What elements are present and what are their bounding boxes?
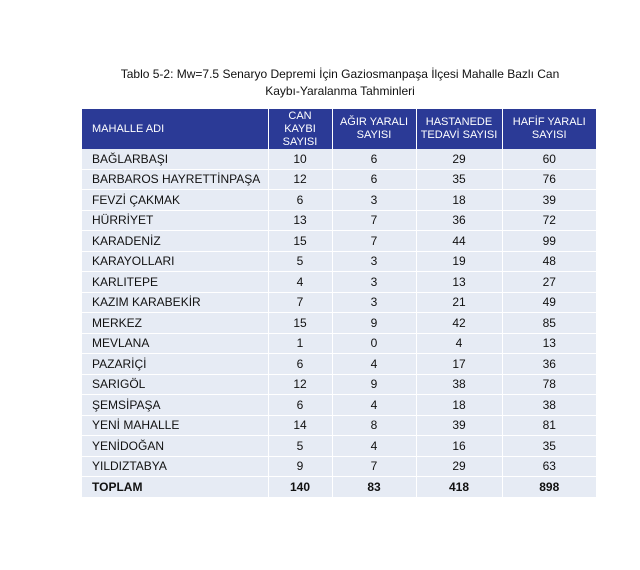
table-row [82, 436, 596, 457]
table-row [82, 292, 596, 313]
cell-hastanede-tedavi: 13 [416, 272, 502, 293]
cell-can-kaybi: 7 [268, 292, 332, 313]
total-cell-can-kaybi: 140 [268, 477, 332, 498]
table-row [82, 190, 596, 211]
cell-mahalle-adi: KARADENİZ [82, 231, 268, 252]
cell-agir-yarali: 4 [332, 436, 416, 457]
cell-mahalle-adi: KAZIM KARABEKİR [82, 292, 268, 313]
cell-mahalle-adi: MERKEZ [82, 313, 268, 334]
cell-agir-yarali: 7 [332, 456, 416, 477]
table-row [82, 313, 596, 334]
cell-agir-yarali: 4 [332, 395, 416, 416]
cell-hastanede-tedavi: 18 [416, 395, 502, 416]
cell-hafif-yarali: 38 [502, 395, 596, 416]
cell-mahalle-adi: HÜRRİYET [82, 210, 268, 231]
cell-can-kaybi: 13 [268, 210, 332, 231]
cell-hastanede-tedavi: 18 [416, 190, 502, 211]
cell-hastanede-tedavi: 38 [416, 374, 502, 395]
cell-hastanede-tedavi: 29 [416, 149, 502, 169]
cell-mahalle-adi: YENİ MAHALLE [82, 415, 268, 436]
table-row [82, 395, 596, 416]
header-label-line1: HAFİF YARALI [512, 116, 586, 128]
cell-hafif-yarali: 72 [502, 210, 596, 231]
cell-agir-yarali: 3 [332, 292, 416, 313]
cell-mahalle-adi: PAZARİÇİ [82, 354, 268, 375]
cell-agir-yarali: 3 [332, 272, 416, 293]
cell-agir-yarali: 0 [332, 333, 416, 354]
total-cell-hafif-yarali: 898 [502, 477, 596, 498]
cell-can-kaybi: 5 [268, 436, 332, 457]
cell-hastanede-tedavi: 29 [416, 456, 502, 477]
table-row [82, 149, 596, 169]
cell-hastanede-tedavi: 36 [416, 210, 502, 231]
cell-can-kaybi: 15 [268, 231, 332, 252]
header-label-line2: TEDAVİ SAYISI [420, 129, 498, 141]
cell-can-kaybi: 6 [268, 190, 332, 211]
cell-hafif-yarali: 99 [502, 231, 596, 252]
cell-hafif-yarali: 39 [502, 190, 596, 211]
cell-agir-yarali: 9 [332, 313, 416, 334]
cell-hafif-yarali: 48 [502, 251, 596, 272]
header-label-line2: SAYISI [356, 129, 392, 141]
cell-hastanede-tedavi: 42 [416, 313, 502, 334]
header-label: MAHALLE ADI [92, 122, 165, 135]
total-cell-agir-yarali: 83 [332, 477, 416, 498]
cell-agir-yarali: 7 [332, 231, 416, 252]
table-row [82, 456, 596, 477]
header-hafif-yarali [502, 109, 596, 149]
cell-mahalle-adi: BAĞLARBAŞI [82, 149, 268, 169]
cell-mahalle-adi: KARAYOLLARI [82, 251, 268, 272]
cell-can-kaybi: 12 [268, 374, 332, 395]
cell-mahalle-adi: YENİDOĞAN [82, 436, 268, 457]
total-row [82, 477, 596, 498]
cell-mahalle-adi: MEVLANA [82, 333, 268, 354]
caption-line-2: Kaybı-Yaralanma Tahminleri [265, 84, 415, 98]
cell-agir-yarali: 7 [332, 210, 416, 231]
cell-agir-yarali: 3 [332, 190, 416, 211]
header-can-kaybi [268, 109, 332, 149]
cell-mahalle-adi: SARIGÖL [82, 374, 268, 395]
caption-line-1: Tablo 5-2: Mw=7.5 Senaryo Depremi İçin Gaziosmanpaşa İlçesi Mahalle Bazlı Can [120, 67, 560, 81]
cell-can-kaybi: 14 [268, 415, 332, 436]
table-row [82, 169, 596, 190]
cell-can-kaybi: 10 [268, 149, 332, 169]
cell-agir-yarali: 8 [332, 415, 416, 436]
cell-hafif-yarali: 60 [502, 149, 596, 169]
casualty-table [82, 109, 596, 498]
table-row [82, 333, 596, 354]
table-row [82, 272, 596, 293]
cell-mahalle-adi: KARLITEPE [82, 272, 268, 293]
cell-hafif-yarali: 63 [502, 456, 596, 477]
table-row [82, 231, 596, 252]
header-hastanede-tedavi [416, 109, 502, 149]
cell-can-kaybi: 15 [268, 313, 332, 334]
header-label-line1: HASTANEDE [425, 116, 493, 128]
cell-hastanede-tedavi: 16 [416, 436, 502, 457]
cell-can-kaybi: 12 [268, 169, 332, 190]
cell-hastanede-tedavi: 35 [416, 169, 502, 190]
cell-agir-yarali: 9 [332, 374, 416, 395]
cell-can-kaybi: 6 [268, 395, 332, 416]
cell-agir-yarali: 6 [332, 169, 416, 190]
cell-can-kaybi: 4 [268, 272, 332, 293]
cell-hafif-yarali: 78 [502, 374, 596, 395]
header-row [82, 109, 596, 149]
header-label-line2: SAYISI [531, 129, 567, 141]
cell-hafif-yarali: 13 [502, 333, 596, 354]
cell-hastanede-tedavi: 19 [416, 251, 502, 272]
cell-agir-yarali: 4 [332, 354, 416, 375]
cell-hafif-yarali: 27 [502, 272, 596, 293]
cell-mahalle-adi: FEVZİ ÇAKMAK [82, 190, 268, 211]
header-agir-yarali [332, 109, 416, 149]
table-row [82, 354, 596, 375]
table-body [82, 149, 596, 497]
cell-agir-yarali: 3 [332, 251, 416, 272]
cell-can-kaybi: 1 [268, 333, 332, 354]
cell-mahalle-adi: BARBAROS HAYRETTİNPAŞA [82, 169, 268, 190]
header-label-line2: SAYISI [282, 135, 318, 148]
table-caption [80, 66, 600, 100]
cell-mahalle-adi: YILDIZTABYA [82, 456, 268, 477]
cell-can-kaybi: 6 [268, 354, 332, 375]
cell-hastanede-tedavi: 4 [416, 333, 502, 354]
cell-hastanede-tedavi: 17 [416, 354, 502, 375]
table-row [82, 251, 596, 272]
cell-can-kaybi: 9 [268, 456, 332, 477]
cell-hafif-yarali: 36 [502, 354, 596, 375]
total-cell-mahalle-adi: TOPLAM [82, 477, 268, 498]
cell-can-kaybi: 5 [268, 251, 332, 272]
table-row [82, 210, 596, 231]
table-row [82, 374, 596, 395]
total-cell-hastanede-tedavi: 418 [416, 477, 502, 498]
cell-hafif-yarali: 85 [502, 313, 596, 334]
cell-mahalle-adi: ŞEMSİPAŞA [82, 395, 268, 416]
cell-hafif-yarali: 76 [502, 169, 596, 190]
cell-hafif-yarali: 49 [502, 292, 596, 313]
header-label-line1: CAN KAYBI [284, 109, 316, 135]
table-row [82, 415, 596, 436]
cell-hafif-yarali: 35 [502, 436, 596, 457]
cell-hastanede-tedavi: 21 [416, 292, 502, 313]
cell-hastanede-tedavi: 39 [416, 415, 502, 436]
header-mahalle-adi [82, 109, 268, 149]
cell-hastanede-tedavi: 44 [416, 231, 502, 252]
cell-agir-yarali: 6 [332, 149, 416, 169]
cell-hafif-yarali: 81 [502, 415, 596, 436]
header-label-line1: AĞIR YARALI [339, 116, 409, 128]
